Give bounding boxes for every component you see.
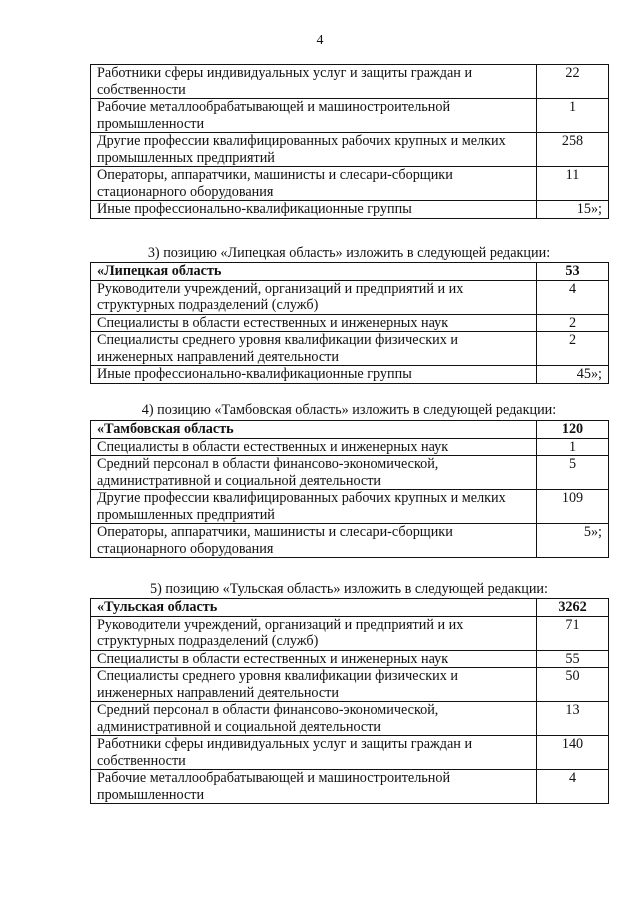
row-value: 4 [537, 770, 609, 804]
region-name: «Тульская область [91, 599, 537, 617]
row-name: Другие профессии квалифицированных рабочих крупных и мелких промышленных предприятий [91, 490, 537, 524]
row-value: 55 [537, 650, 609, 668]
table-row [91, 736, 609, 770]
table-header-row [91, 421, 609, 439]
row-value: 5»; [537, 524, 609, 558]
row-name: Работники сферы индивидуальных услуг и защиты граждан и собственности [91, 65, 537, 99]
row-name: Специалисты в области естественных и инженерных наук [91, 438, 537, 456]
row-name: Операторы, аппаратчики, машинисты и слесари-сборщики стационарного оборудования [91, 524, 537, 558]
region-total: 53 [537, 263, 609, 281]
table-row [91, 65, 609, 99]
row-name: Специалисты среднего уровня квалификации физических и инженерных направлений деятельности [91, 668, 537, 702]
table-lipetsk [90, 262, 609, 384]
row-name: Другие профессии квалифицированных рабочих крупных и мелких промышленных предприятий [91, 133, 537, 167]
row-name: Рабочие металлообрабатывающей и машиностроительной промышленности [91, 99, 537, 133]
row-value: 140 [537, 736, 609, 770]
row-value: 15»; [537, 201, 609, 219]
page-number: 4 [316, 33, 324, 48]
table-row [91, 524, 609, 558]
section-title-lipetsk: 3) позицию «Липецкая область» изложить в следующей редакции: [147, 245, 551, 261]
row-value: 1 [537, 438, 609, 456]
row-value: 13 [537, 702, 609, 736]
table-header-row [91, 599, 609, 617]
region-name: «Липецкая область [91, 263, 537, 281]
row-value: 4 [537, 280, 609, 314]
row-name: Руководители учреждений, организаций и предприятий и их структурных подразделений (служб) [91, 280, 537, 314]
row-name: Иные профессионально-квалификационные группы [91, 366, 537, 384]
row-name: Средний персонал в области финансово-экономической, административной и социальной деятельности [91, 456, 537, 490]
row-value: 2 [537, 332, 609, 366]
row-value: 2 [537, 314, 609, 332]
table-row [91, 366, 609, 384]
section-title-tambov: 4) позицию «Тамбовская область» изложить в следующей редакции: [141, 402, 557, 418]
table-row [91, 438, 609, 456]
region-total: 120 [537, 421, 609, 439]
row-name: Операторы, аппаратчики, машинисты и слесари-сборщики стационарного оборудования [91, 167, 537, 201]
table-row [91, 702, 609, 736]
row-value: 11 [537, 167, 609, 201]
table-row [91, 167, 609, 201]
row-name: Специалисты в области естественных и инженерных наук [91, 314, 537, 332]
row-value: 1 [537, 99, 609, 133]
table-row [91, 616, 609, 650]
table-top [90, 64, 609, 219]
table-row [91, 770, 609, 804]
row-name: Специалисты в области естественных и инженерных наук [91, 650, 537, 668]
table-row [91, 133, 609, 167]
row-name: Рабочие металлообрабатывающей и машиностроительной промышленности [91, 770, 537, 804]
table-header-row [91, 263, 609, 281]
table-row [91, 314, 609, 332]
table-tambov [90, 420, 609, 558]
row-name: Работники сферы индивидуальных услуг и защиты граждан и собственности [91, 736, 537, 770]
row-name: Специалисты среднего уровня квалификации физических и инженерных направлений деятельности [91, 332, 537, 366]
row-value: 50 [537, 668, 609, 702]
section-title-tula: 5) позицию «Тульская область» изложить в следующей редакции: [150, 581, 548, 597]
row-value: 109 [537, 490, 609, 524]
row-name: Средний персонал в области финансово-экономической, административной и социальной деятельности [91, 702, 537, 736]
region-name: «Тамбовская область [91, 421, 537, 439]
row-name: Руководители учреждений, организаций и предприятий и их структурных подразделений (служб) [91, 616, 537, 650]
table-row [91, 280, 609, 314]
table-row [91, 201, 609, 219]
region-total: 3262 [537, 599, 609, 617]
row-value: 71 [537, 616, 609, 650]
table-row [91, 456, 609, 490]
row-value: 45»; [537, 366, 609, 384]
table-row [91, 668, 609, 702]
table-row [91, 99, 609, 133]
row-value: 258 [537, 133, 609, 167]
table-row [91, 650, 609, 668]
row-value: 5 [537, 456, 609, 490]
row-value: 22 [537, 65, 609, 99]
table-row [91, 490, 609, 524]
table-tula [90, 598, 609, 804]
table-row [91, 332, 609, 366]
row-name: Иные профессионально-квалификационные группы [91, 201, 537, 219]
